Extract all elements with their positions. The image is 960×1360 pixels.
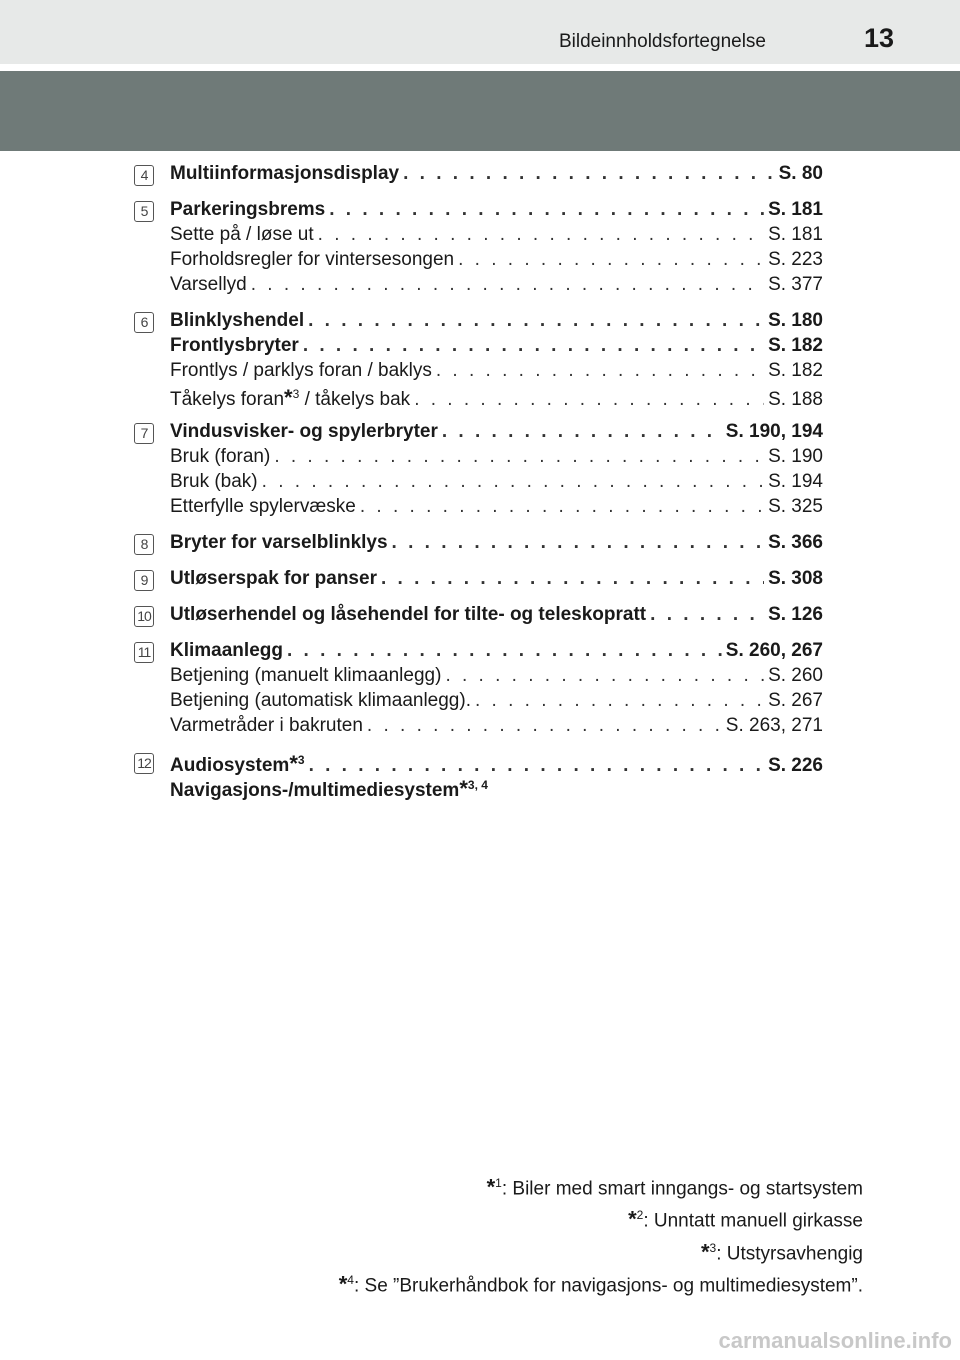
page-reference[interactable]: S. 263, 271 xyxy=(725,715,823,736)
item-number-badge: 5 xyxy=(134,201,154,222)
entry-label-text: Frontlys / parklys foran / baklys xyxy=(170,360,432,381)
entry-label xyxy=(170,310,304,332)
dot-leader xyxy=(392,532,765,554)
dot-leader xyxy=(251,274,764,296)
dot-leader xyxy=(442,421,722,443)
dot-leader xyxy=(309,755,765,777)
entry-label-text: Blinklyshendel xyxy=(170,310,305,331)
entry-label xyxy=(170,640,283,662)
toc-sub-row[interactable] xyxy=(170,471,823,496)
footnote-line xyxy=(339,1202,863,1234)
footnote-number: 4 xyxy=(347,1272,354,1287)
entry-label xyxy=(170,715,363,737)
footnote-star: * xyxy=(338,1271,348,1297)
dot-leader xyxy=(287,640,722,662)
dot-leader xyxy=(308,310,764,332)
entry-label-text: Utløserspak for panser xyxy=(170,568,377,589)
dot-leader xyxy=(329,199,764,221)
entry-label-text: Etterfylle spylervæske xyxy=(170,496,356,517)
item-number-badge: 7 xyxy=(134,423,154,444)
entry-label-text: Betjening (automatisk klimaanlegg). xyxy=(170,690,471,711)
page-reference[interactable]: S. 182 xyxy=(768,360,823,381)
dot-leader xyxy=(458,249,764,271)
footnote-ref: 3, 4 xyxy=(467,777,488,792)
entry-label xyxy=(170,776,488,802)
dot-leader xyxy=(360,496,764,518)
footnote-text: : Se ”Brukerhåndbok for navigasjons- og multimediesystem”. xyxy=(353,1275,863,1297)
page-reference[interactable]: S. 377 xyxy=(768,274,823,295)
entry-label-text: Sette på / løse ut xyxy=(170,224,314,245)
dot-leader xyxy=(318,224,764,246)
dot-leader xyxy=(381,568,764,590)
dot-leader xyxy=(403,163,775,185)
page-number: 13 xyxy=(863,23,894,53)
toc-group xyxy=(0,640,960,740)
toc-group xyxy=(0,310,960,410)
footnote-text: : Utstyrsavhengig xyxy=(716,1242,863,1264)
table-of-contents xyxy=(0,163,960,812)
page-reference[interactable]: S. 190 xyxy=(768,446,823,467)
entry-label xyxy=(170,665,441,687)
entry-label-suffix: / tåkelys bak xyxy=(299,389,411,410)
footnote-star: * xyxy=(459,776,468,801)
dot-leader xyxy=(274,446,764,468)
toc-heading-row[interactable] xyxy=(170,604,823,629)
entry-label-text: Bruk (foran) xyxy=(170,446,271,467)
footnote-star: * xyxy=(289,751,298,776)
footnote-line xyxy=(339,1235,863,1267)
page-reference[interactable]: S. 260, 267 xyxy=(725,640,823,661)
entry-label xyxy=(170,604,646,626)
item-number-badge: 10 xyxy=(134,606,154,627)
watermark: carmanualsonline.info xyxy=(718,1328,952,1353)
footnote-line xyxy=(339,1267,863,1299)
item-number-badge: 8 xyxy=(134,534,154,555)
dot-leader xyxy=(303,335,764,357)
entry-label xyxy=(170,224,314,246)
footnote-number: 2 xyxy=(636,1208,644,1223)
toc-heading-row[interactable] xyxy=(170,335,823,360)
entry-label-text: Betjening (manuelt klimaanlegg) xyxy=(170,665,442,686)
toc-sub-row[interactable] xyxy=(170,665,823,690)
entry-label xyxy=(170,532,388,554)
page-reference[interactable]: S. 308 xyxy=(768,568,823,589)
page-reference[interactable]: S. 80 xyxy=(778,163,823,184)
page-reference[interactable]: S. 366 xyxy=(768,532,823,553)
page-reference[interactable]: S. 126 xyxy=(768,604,823,625)
entry-label xyxy=(170,274,247,296)
page-reference[interactable]: S. 188 xyxy=(768,389,823,410)
toc-group xyxy=(0,751,960,801)
toc-heading-row[interactable] xyxy=(170,776,823,801)
toc-sub-row[interactable] xyxy=(170,446,823,471)
toc-group xyxy=(0,604,960,629)
page-reference[interactable]: S. 223 xyxy=(768,249,823,270)
page-header xyxy=(0,0,960,64)
entry-label-text: Bryter for varselblinklys xyxy=(170,532,388,553)
footnote-ref: 3 xyxy=(292,386,300,401)
page-reference[interactable]: S. 181 xyxy=(768,199,823,220)
footnote-number: 3 xyxy=(709,1240,717,1255)
dot-leader xyxy=(262,471,764,493)
entry-label xyxy=(170,360,432,382)
header-banner xyxy=(0,71,960,151)
entry-label xyxy=(170,335,299,357)
entry-label xyxy=(170,163,399,185)
footnote-star: * xyxy=(284,385,293,410)
page-reference[interactable]: S. 194 xyxy=(768,471,823,492)
toc-heading-row[interactable] xyxy=(170,568,823,593)
entry-label xyxy=(170,690,471,712)
page-reference[interactable]: S. 325 xyxy=(768,496,823,517)
entry-label-text: Klimaanlegg xyxy=(170,640,283,661)
entry-label xyxy=(170,446,270,468)
dot-leader xyxy=(414,389,764,411)
entry-label xyxy=(170,421,438,443)
entry-label-text: Vindusvisker- og spylerbryter xyxy=(170,421,438,442)
entry-label-text: Varsellyd xyxy=(170,274,247,295)
entry-label xyxy=(170,199,325,221)
entry-label-text: Navigasjons-/multimediesystem xyxy=(170,780,460,801)
toc-sub-row[interactable] xyxy=(170,496,823,521)
toc-sub-row[interactable] xyxy=(170,715,823,740)
entry-label-text: Bruk (bak) xyxy=(170,471,258,492)
page-reference[interactable]: S. 180 xyxy=(768,310,823,331)
entry-label-text: Parkeringsbrems xyxy=(170,199,326,220)
toc-group xyxy=(0,199,960,299)
toc-sub-row[interactable] xyxy=(170,224,823,249)
entry-label-text: Varmetråder i bakruten xyxy=(170,715,363,736)
entry-label xyxy=(170,496,356,518)
item-number-badge: 11 xyxy=(134,642,154,663)
footnotes xyxy=(339,1170,863,1299)
toc-group xyxy=(0,568,960,593)
toc-group xyxy=(0,532,960,557)
toc-heading-row[interactable] xyxy=(170,640,823,665)
footnote-star: * xyxy=(700,1238,710,1264)
toc-heading-row[interactable] xyxy=(170,532,823,557)
toc-sub-row[interactable] xyxy=(170,274,823,299)
toc-sub-row[interactable] xyxy=(170,385,823,410)
footnote-star: * xyxy=(628,1206,637,1232)
item-number-badge: 6 xyxy=(134,312,154,333)
entry-label-text: Multiinformasjonsdisplay xyxy=(170,163,400,184)
dot-leader xyxy=(475,690,764,712)
toc-heading-row[interactable] xyxy=(170,199,823,224)
toc-sub-row[interactable] xyxy=(170,360,823,385)
section-title: Bildeinnholdsfortegnelse xyxy=(558,31,766,52)
entry-label-text: Utløserhendel og låsehendel for tilte- og teleskopratt xyxy=(170,604,647,625)
item-number-badge: 9 xyxy=(134,570,154,591)
page-reference[interactable]: S. 267 xyxy=(768,690,823,711)
entry-label-text: Frontlysbryter xyxy=(170,335,299,356)
dot-leader xyxy=(445,665,764,687)
footnote-text: : Biler med smart inngangs- og startsystem xyxy=(501,1178,863,1200)
page-reference[interactable]: S. 181 xyxy=(768,224,823,245)
footnote-text: : Unntatt manuell girkasse xyxy=(643,1210,863,1232)
dot-leader xyxy=(367,715,722,737)
toc-sub-row[interactable] xyxy=(170,249,823,274)
entry-label xyxy=(170,471,258,493)
footnote-star: * xyxy=(486,1174,496,1200)
toc-sub-row[interactable] xyxy=(170,690,823,715)
item-number-badge: 4 xyxy=(134,165,154,186)
toc-heading-row[interactable] xyxy=(170,421,823,446)
entry-label xyxy=(170,249,454,271)
entry-label xyxy=(170,385,410,411)
page-reference[interactable]: S. 226 xyxy=(768,755,823,776)
toc-heading-row[interactable] xyxy=(170,751,823,776)
page-reference[interactable]: S. 190, 194 xyxy=(725,421,823,442)
entry-label-text: Audiosystem xyxy=(170,755,290,776)
page-reference[interactable]: S. 260 xyxy=(768,665,823,686)
page-reference[interactable]: S. 182 xyxy=(768,335,823,356)
toc-group xyxy=(0,163,960,188)
dot-leader xyxy=(650,604,764,626)
dot-leader xyxy=(436,360,764,382)
entry-label xyxy=(170,568,377,590)
entry-label-text: Forholdsregler for vintersesongen xyxy=(170,249,455,270)
footnote-line xyxy=(339,1170,863,1202)
toc-heading-row[interactable] xyxy=(170,310,823,335)
entry-label xyxy=(170,751,305,777)
footnote-ref: 3 xyxy=(297,752,305,767)
toc-group xyxy=(0,421,960,521)
entry-label-text: Tåkelys foran xyxy=(170,389,285,410)
item-number-badge: 12 xyxy=(134,753,154,774)
footnote-number: 1 xyxy=(495,1176,502,1190)
toc-heading-row[interactable] xyxy=(170,163,823,188)
